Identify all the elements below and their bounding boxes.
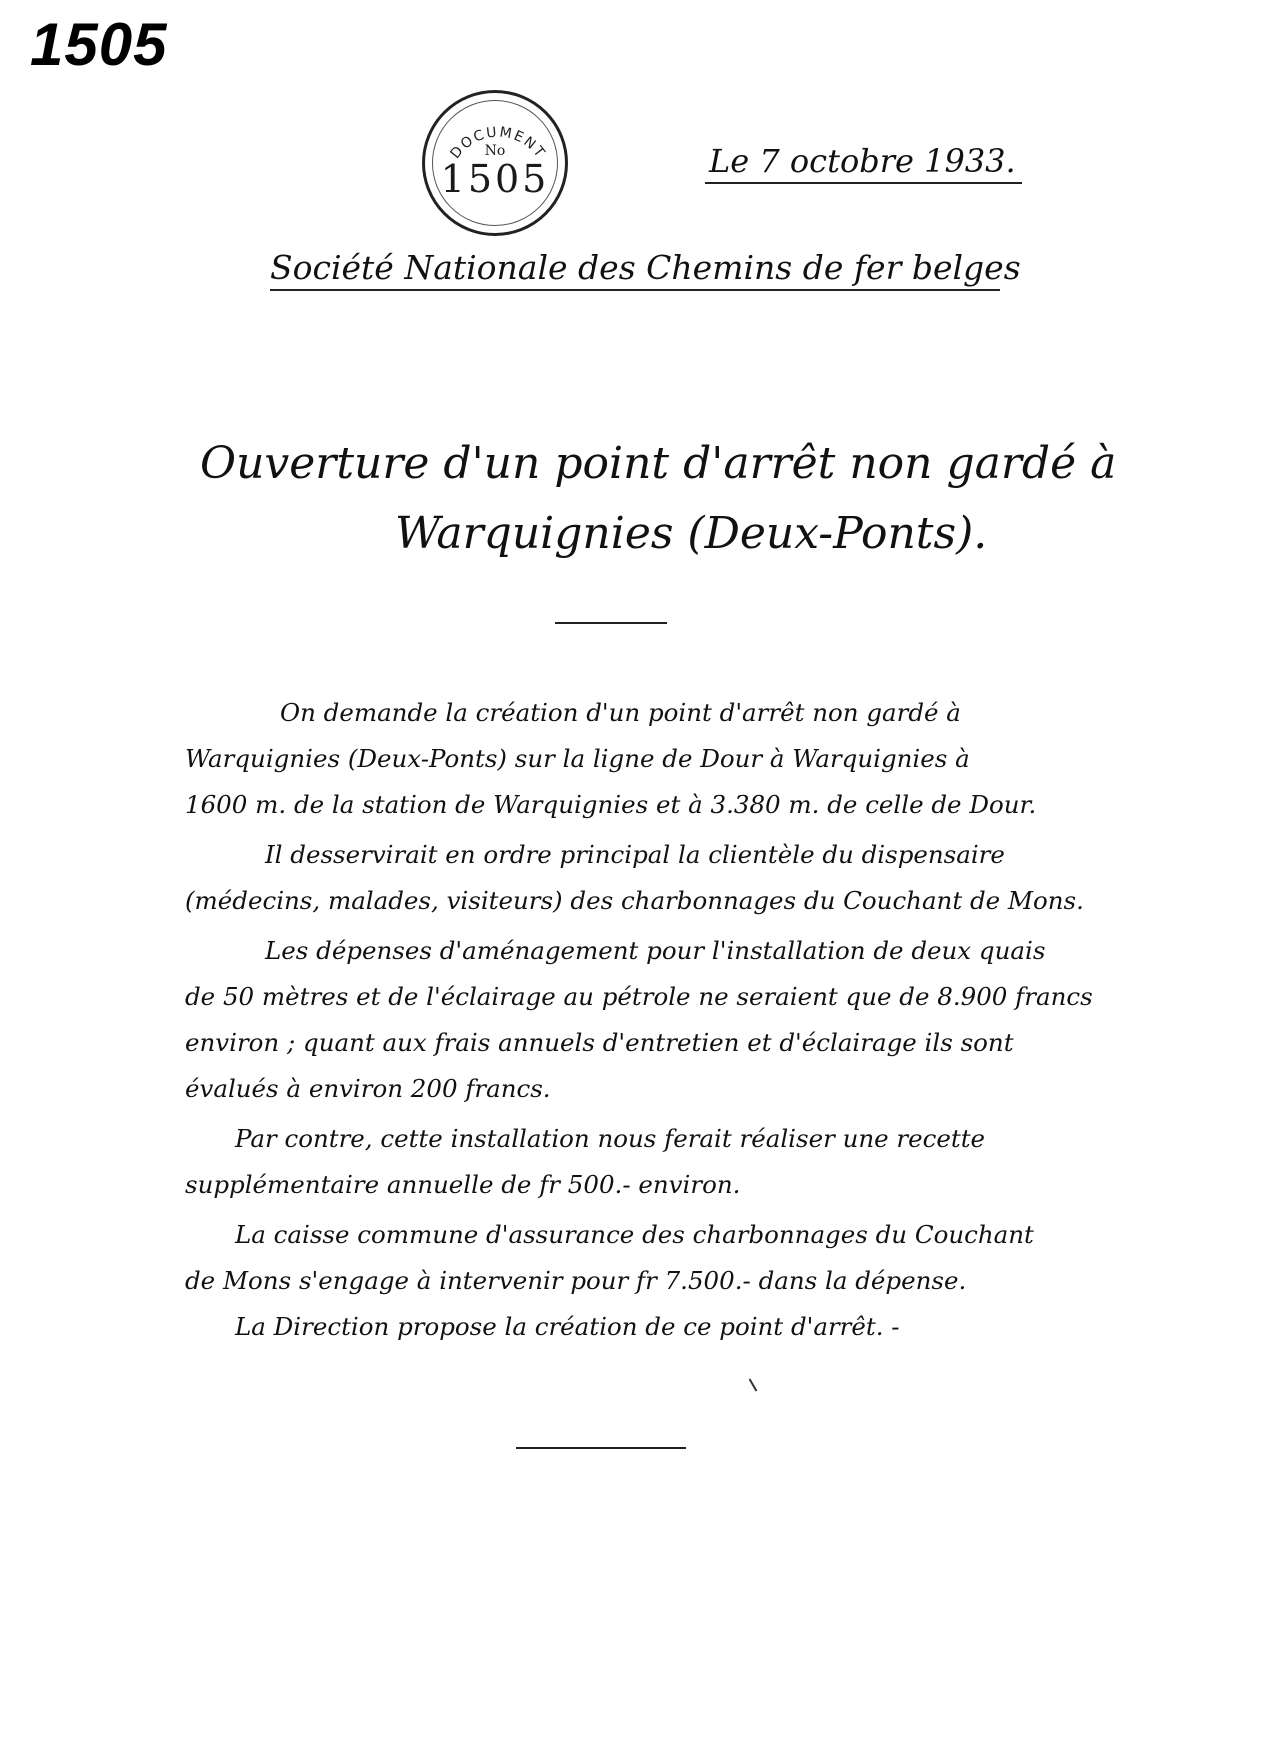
body-line: La caisse commune d'assurance des charbonnages du Couchant bbox=[235, 1220, 1034, 1249]
stamp-no-label: No bbox=[484, 143, 506, 159]
stamp-label: DOCUMENT bbox=[447, 124, 549, 162]
society-heading: Société Nationale des Chemins de fer belges bbox=[270, 248, 1000, 291]
body-line: supplémentaire annuelle de fr 500.- environ. bbox=[185, 1170, 741, 1199]
document-number: 1505 bbox=[30, 11, 168, 78]
body-line: environ ; quant aux frais annuels d'entretien et d'éclairage ils sont bbox=[185, 1028, 1014, 1057]
body-line: La Direction propose la création de ce point d'arrêt. - bbox=[235, 1312, 900, 1341]
closing-divider bbox=[516, 1447, 686, 1449]
body-line: Par contre, cette installation nous ferait réaliser une recette bbox=[235, 1124, 986, 1153]
document-date: Le 7 octobre 1933. bbox=[705, 142, 1022, 184]
body-line: 1600 m. de la station de Warquignies et à 3.380 m. de celle de Dour. bbox=[185, 790, 1037, 819]
letter-body bbox=[185, 690, 1093, 1350]
body-line: Il desservirait en ordre principal la clientèle du dispensaire bbox=[265, 840, 1005, 869]
document-stamp bbox=[422, 90, 568, 236]
title-divider bbox=[555, 622, 667, 624]
subject-title-line-2: Warquignies (Deux-Ponts). bbox=[395, 508, 988, 559]
stray-pen-mark bbox=[749, 1378, 758, 1391]
stamp-ring-text bbox=[425, 93, 571, 239]
body-line: évalués à environ 200 francs. bbox=[185, 1074, 551, 1103]
body-line: Warquignies (Deux-Ponts) sur la ligne de Dour à Warquignies à bbox=[185, 744, 970, 773]
body-line: Les dépenses d'aménagement pour l'installation de deux quais bbox=[265, 936, 1046, 965]
svg-text:DOCUMENT bbox=[447, 124, 548, 162]
body-line: de 50 mètres et de l'éclairage au pétrole ne seraient que de 8.900 francs bbox=[185, 982, 1093, 1011]
body-line: de Mons s'engage à intervenir pour fr 7.500.- dans la dépense. bbox=[185, 1266, 967, 1295]
body-line: On demande la création d'un point d'arrêt non gardé à bbox=[280, 698, 961, 727]
body-line: (médecins, malades, visiteurs) des charbonnages du Couchant de Mons. bbox=[185, 886, 1084, 915]
stamp-number: 1505 bbox=[440, 157, 550, 201]
subject-title-line-1: Ouverture d'un point d'arrêt non gardé à bbox=[200, 438, 1117, 489]
